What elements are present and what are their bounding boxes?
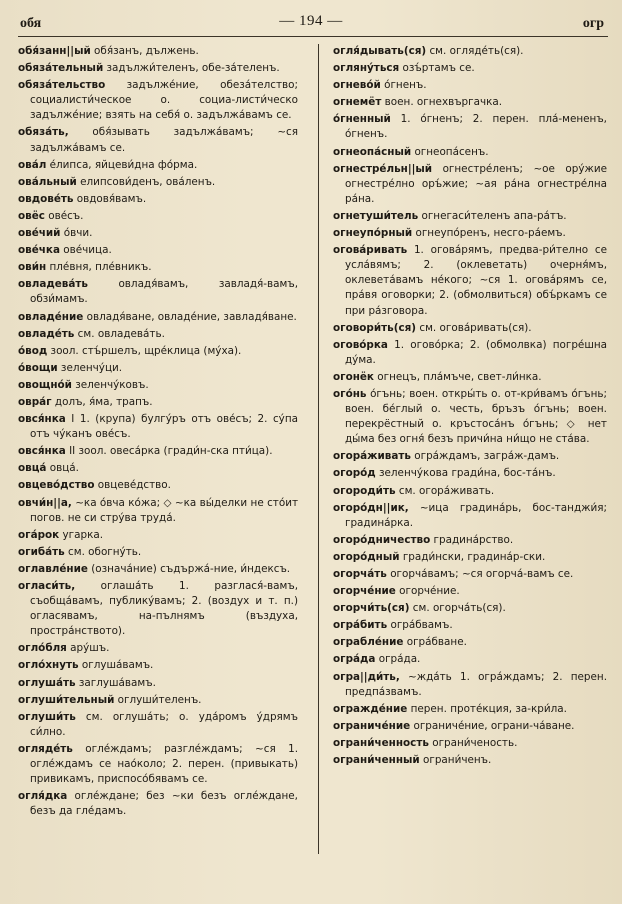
dictionary-entry [333, 736, 607, 751]
definition: зоол. стъ́ршелъ, щре́клица (му́ха). [47, 344, 242, 357]
definition: огнеопа́сенъ. [411, 145, 489, 158]
headword: обяза́ть, [18, 126, 69, 139]
definition: ограни́ченъ. [419, 754, 492, 767]
dictionary-entry [18, 496, 298, 526]
headword: огово́рка [333, 338, 388, 351]
definition: ару́шъ. [66, 642, 110, 655]
headword: оглуши́тельный [18, 693, 115, 706]
headword: огоро́дничество [333, 533, 431, 546]
dictionary-entry [18, 676, 298, 691]
headword: ови́н [18, 261, 47, 274]
dictionary-entry [333, 550, 607, 565]
headword: овладе́ть [18, 327, 75, 340]
headword: ого́нь [333, 387, 367, 400]
headword: овдове́ть [18, 192, 74, 205]
dictionary-entry [18, 310, 298, 325]
headword: огра́бить [333, 619, 388, 632]
definition: см. овладева́ть. [74, 327, 165, 340]
definition: елипсови́денъ, ова́ленъ. [76, 175, 216, 188]
dictionary-entry [333, 387, 607, 447]
definition: перен. проте́кция, за-кри́ла. [407, 702, 567, 715]
headword: огорча́ть [333, 568, 387, 580]
dictionary-entry [18, 125, 298, 155]
headword: о́вощи [18, 361, 58, 374]
headword: огра́да [333, 653, 376, 666]
definition: о́вчи. [60, 227, 93, 240]
dictionary-entry [333, 44, 607, 59]
dictionary-entry [18, 461, 298, 476]
headword: огло́хнуть [18, 659, 79, 672]
definition: зеленчу́ковъ. [71, 378, 149, 391]
dictionary-entry [18, 175, 298, 190]
definition: см. обогну́ть. [64, 545, 142, 558]
definition: огле́ждане; без ~ки безъ огле́ждане, безъ да гле́дамъ. [30, 790, 298, 818]
definition: озъ́ртамъ се. [399, 62, 475, 75]
definition: е́липса, яйцеви́дна фо́рма. [46, 158, 198, 171]
definition: огра́бване. [403, 636, 467, 649]
definition: воен. огнехвъргачка. [381, 96, 503, 109]
dictionary-entry [333, 95, 607, 110]
definition: овдовя́вамъ. [73, 192, 147, 205]
definition: ове́съ. [44, 209, 84, 222]
dictionary-entry [333, 702, 607, 717]
headword: огорче́ние [333, 585, 396, 598]
definition: ограниче́ние, ограни-ча́ване. [410, 719, 575, 732]
headword: овчи́н||а, [18, 496, 72, 509]
headword: овся́нка [18, 445, 66, 458]
dictionary-entry [333, 370, 607, 385]
headword: овладе́ние [18, 310, 84, 323]
definition: огорче́ние. [395, 585, 460, 598]
headword: обяза́тельный [18, 62, 104, 75]
dictionary-entry [18, 327, 298, 342]
headword: огля́дывать(ся) [333, 45, 427, 57]
dictionary-entry [18, 545, 298, 560]
headword: обя́занн||ый [18, 45, 91, 57]
definition: градина́рство. [430, 533, 514, 546]
headword: ограниче́ние [333, 719, 411, 732]
dictionary-entry [333, 652, 607, 667]
definition: см. огляде́ть(ся). [426, 45, 524, 57]
definition: овладя́вамъ, завладя́-вамъ, обзи́мамъ. [30, 278, 298, 306]
definition: I 1. (крупа) булгу́ръ отъ ове́съ; 2. су́па отъ чу́канъ ове́съ. [30, 413, 298, 441]
definition: ограни́ченость. [428, 736, 518, 749]
header-last-word: огр [582, 16, 604, 31]
headword: оглуша́ть [18, 676, 76, 689]
dictionary-entry [18, 579, 298, 639]
definition: огнецъ, пла́мъче, свет-ли́нка. [373, 370, 542, 383]
definition: ~ка о́вча ко́жа; ◇ ~ка вы́делки не сто́ит погов. не си стру́ва труда́. [30, 496, 298, 524]
definition: см. огорча́ть(ся). [409, 602, 506, 615]
headword: обяза́тельство [18, 79, 106, 92]
headword: огля́дка [18, 790, 68, 803]
headword: огнестре́льн||ый [333, 162, 433, 175]
dictionary-entry [18, 412, 298, 442]
definition: 1. о́гненъ; 2. перен. пла́-мененъ, о́гненъ. [345, 113, 607, 141]
dictionary-entry [333, 567, 607, 582]
definition: ове́чица. [59, 244, 112, 257]
definition: оглаша́ть 1. разглася́-вамъ, съобща́вамъ, публику́вамъ; 2. (воздух и т. п.) огласявамъ, на-пълнямъ (въздуха, простра́нството). [30, 580, 298, 638]
headword: ограни́ченность [333, 736, 429, 749]
dictionary-entry [18, 789, 298, 819]
dictionary-entry [18, 158, 298, 173]
headword: огнетуши́тель [333, 209, 419, 222]
headword: огоро́д [333, 467, 376, 480]
page-number: — 194 — [279, 13, 343, 29]
definition: огра́да. [375, 653, 421, 666]
definition: задължи́теленъ, обе-за́теленъ. [103, 62, 280, 75]
dictionary-entry [333, 501, 607, 531]
headword: овладева́ть [18, 278, 88, 291]
page-header [0, 10, 622, 36]
headword: огнемёт [333, 96, 382, 109]
dictionary-entry [18, 378, 298, 393]
definition: о́гненъ. [380, 79, 427, 92]
definition: оглуши́теленъ. [114, 693, 202, 706]
dictionary-entry [18, 344, 298, 359]
definition: угарка. [59, 528, 104, 541]
dictionary-entry [333, 338, 607, 368]
dictionary-entry [333, 601, 607, 616]
dictionary-entry [333, 449, 607, 464]
dictionary-entry [333, 635, 607, 650]
dictionary-entry [333, 584, 607, 599]
dictionary-entry [18, 78, 298, 123]
headword: огляде́ть [18, 742, 73, 755]
column-divider [318, 44, 319, 854]
header-first-word: обя [20, 16, 42, 31]
dictionary-entry [18, 693, 298, 708]
dictionary-entry [18, 641, 298, 656]
definition: ~жда́ть 1. огра́ждамъ; 2. перен. предпа́звамъ. [345, 670, 607, 698]
headword: овца́ [18, 462, 47, 475]
headword: огра||ди́ть, [333, 670, 400, 683]
headword: огиба́ть [18, 545, 65, 558]
headword: ога́рок [18, 528, 60, 541]
dictionary-entry [18, 61, 298, 76]
definition: оглуша́вамъ. [78, 659, 154, 672]
dictionary-entry [18, 710, 298, 740]
headword: овёс [18, 209, 45, 222]
header-rule [18, 36, 608, 37]
definition: см. огора́живать. [395, 484, 495, 497]
dictionary-entry [333, 533, 607, 548]
headword: огло́бля [18, 642, 67, 655]
headword: ограни́ченный [333, 754, 420, 767]
headword: огоро́дный [333, 550, 400, 563]
dictionary-entry [18, 192, 298, 207]
dictionary-entry [333, 209, 607, 224]
headword: овся́нка [18, 413, 66, 426]
definition: 1. огово́рка; 2. (обмолвка) погре́шна ду́ма. [345, 338, 607, 366]
definition: (означа́ние) съдържа́-ние, и́ндексъ. [87, 562, 291, 575]
headword: ограбле́ние [333, 636, 404, 649]
dictionary-entry [18, 226, 298, 241]
definition: овладя́ване, овладе́ние, завладя́ване. [83, 310, 297, 323]
definition: II зоол. овеса́рка (гради́н-ска пти́ца). [65, 445, 273, 458]
headword: ова́льный [18, 175, 77, 188]
definition: гради́нски, градина́р-ски. [399, 550, 546, 563]
definition: обя́занъ, дължень. [90, 45, 199, 57]
definition: о́гънь; воен. откры́ть о. от-кри́вамъ о́гънь; воен. бе́глый о. честь, бръзъ о́гънь; воен. перекрёстный о. кръстоса́нъ о́гънь; ◇ нет ды́ма без огня́ безъ причи́на ни́що не ста́ва. [345, 387, 607, 446]
dictionary-entry [18, 361, 298, 376]
dictionary-entry [18, 277, 298, 307]
left-column [18, 44, 298, 821]
dictionary-entry [333, 618, 607, 633]
dictionary-entry [333, 753, 607, 768]
definition: огорча́вамъ; ~ся огорча́-вамъ се. [386, 568, 574, 580]
headword: огоро́дн||ик, [333, 501, 409, 514]
definition: огра́ждамъ, загра́ж-дамъ. [410, 450, 560, 463]
dictionary-entry [333, 466, 607, 481]
right-column [333, 44, 607, 770]
headword: огова́ривать [333, 244, 408, 257]
headword: огнеопа́сный [333, 145, 412, 158]
headword: о́вод [18, 344, 48, 357]
headword: ова́л [18, 158, 47, 171]
headword: оглуши́ть [18, 710, 76, 723]
dictionary-entry [18, 395, 298, 410]
dictionary-entry [333, 145, 607, 160]
dictionary-entry [18, 478, 298, 493]
headword: ове́чка [18, 244, 60, 257]
headword: огляну́ться [333, 62, 400, 75]
headword: огонёк [333, 370, 374, 383]
dictionary-entry [333, 226, 607, 241]
definition: зеленчу́кова гради́на, бос-та́нъ. [375, 467, 556, 480]
definition: огра́бвамъ. [387, 619, 453, 632]
headword: огорчи́ть(ся) [333, 602, 410, 615]
dictionary-entry [333, 61, 607, 76]
dictionary-entry [333, 243, 607, 318]
dictionary-entry [333, 484, 607, 499]
definition: заглуша́вамъ. [75, 676, 156, 689]
dictionary-entry [333, 321, 607, 336]
dictionary-entry [333, 78, 607, 93]
definition: огнеупо́ренъ, несго-ра́емъ. [412, 227, 566, 240]
dictionary-entry [18, 528, 298, 543]
definition: долъ, я́ма, трапъ. [51, 395, 153, 408]
definition: ~ица градина́рь, бос-танджи́я; градина́рка. [345, 501, 607, 529]
definition: обя́зывать задължа́вамъ; ~ся задължа́вамъ се. [30, 126, 298, 154]
headword: огора́живать [333, 450, 411, 463]
definition: огле́ждамъ; разгле́ждамъ; ~ся 1. огле́ждамъ се нао́коло; 2. перен. (привыкать) привикамъ, приспосо́бявамъ се. [30, 742, 298, 786]
dictionary-entry [333, 162, 607, 207]
definition: см. оглуша́ть; о. уда́ромъ у́дрямъ си́лно. [30, 710, 298, 738]
dictionary-entry [333, 112, 607, 142]
definition: овца́. [46, 462, 79, 475]
headword: о́гненный [333, 113, 391, 126]
headword: огнеупо́рный [333, 227, 413, 240]
dictionary-entry [18, 444, 298, 459]
headword: оговори́ть(ся) [333, 321, 417, 334]
headword: овцево́дство [18, 479, 95, 492]
definition: зеленчу́ци. [57, 361, 123, 374]
headword: ове́чий [18, 227, 61, 240]
headword: овра́г [18, 395, 52, 408]
headword: огнево́й [333, 79, 381, 92]
dictionary-entry [18, 243, 298, 258]
dictionary-entry [18, 260, 298, 275]
definition: огнегаси́теленъ апа-ра́тъ. [418, 209, 567, 222]
dictionary-entry [333, 670, 607, 700]
dictionary-entry [18, 44, 298, 59]
headword: огражде́ние [333, 702, 408, 715]
dictionary-entry [18, 742, 298, 787]
headword: овощно́й [18, 378, 72, 391]
dictionary-entry [333, 719, 607, 734]
definition: огнестре́ленъ; ~ое ору́жие огнестре́лно оръ́жие; ~ая ра́на огнестре́лна ра́на. [345, 162, 607, 205]
headword: огласи́ть, [18, 580, 76, 592]
definition: задълже́ние, обеза́телство; социалисти́ческое о. социа-листи́ческо задълже́ние; взять на себя́ о. задължа́вамъ се. [30, 79, 298, 122]
dictionary-entry [18, 209, 298, 224]
dictionary-entry [18, 658, 298, 673]
dictionary-entry [18, 562, 298, 577]
headword: огороди́ть [333, 484, 396, 497]
definition: 1. огова́рямъ, предва-ри́телно се усла́вямъ; 2. (оклеветать) очерня́мъ, оклевета́вамъ не́кого; ~ся 1. огова́рямъ се, пра́вя оговорки; 2. (обмолвиться) объ́ркамъ се при ра́зговора. [345, 244, 607, 317]
headword: оглавле́ние [18, 562, 88, 575]
definition: см. огова́ривать(ся). [416, 321, 532, 334]
definition: пле́вня, пле́вникъ. [46, 261, 152, 274]
definition: овцеве́дство. [94, 479, 171, 492]
